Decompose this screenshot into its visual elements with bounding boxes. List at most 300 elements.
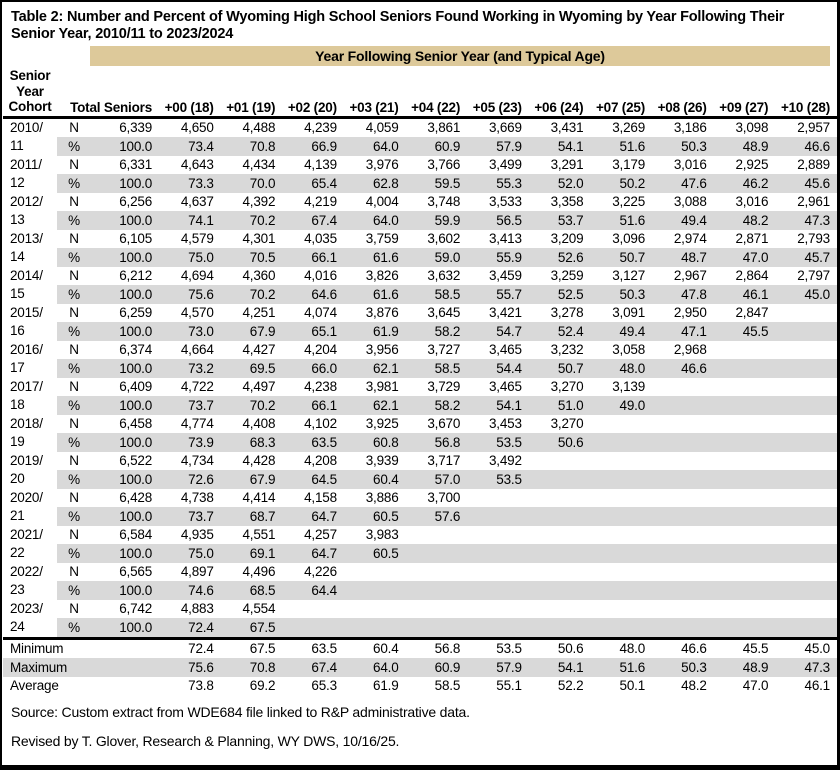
n-value-cell: 4,360	[242, 268, 276, 284]
pct-value-cell	[714, 433, 776, 452]
summary-value-cell: 55.1	[496, 678, 522, 694]
pct-value-cell: 48.0	[590, 359, 652, 378]
pct-value-cell: 62.1	[344, 359, 406, 378]
n-value-cell	[467, 489, 529, 508]
pct-value-cell: 51.0	[529, 396, 591, 415]
n-value-cell	[714, 378, 776, 397]
n-value-cell: 3,186	[673, 120, 707, 136]
summary-row-maximum	[3, 658, 837, 677]
pct-value-cell	[590, 433, 652, 452]
n-value-cell: 2,889	[797, 157, 830, 173]
pct-value-cell: 100.0	[91, 285, 159, 304]
pct-value-cell: 70.2	[221, 285, 283, 304]
pct-value-cell	[714, 507, 776, 526]
n-value-cell: 3,759	[365, 231, 399, 247]
pct-row-marker: %	[57, 174, 91, 193]
n-value-cell: 3,127	[612, 268, 646, 284]
pct-value-cell	[590, 507, 652, 526]
pct-value-cell	[714, 618, 776, 638]
n-value-cell: 4,139	[304, 157, 337, 173]
pct-value-cell: 65.1	[282, 322, 344, 341]
n-value-cell: 6,105	[119, 231, 153, 247]
n-value-cell: 3,453	[488, 416, 522, 432]
pct-row-marker: %	[57, 359, 91, 378]
pct-value-cell	[652, 470, 714, 489]
n-value-cell: 3,700	[427, 490, 461, 506]
n-value-cell: 3,270	[550, 379, 584, 395]
pct-value-cell: 54.4	[467, 359, 529, 378]
seniors-working-table	[3, 66, 837, 695]
summary-value-cell: 50.3	[652, 658, 714, 677]
pct-value-cell: 100.0	[91, 544, 159, 563]
n-value-cell	[467, 563, 529, 582]
pct-value-cell: 46.2	[714, 174, 776, 193]
n-value-cell	[714, 341, 776, 360]
year-column-header: +06 (24)	[529, 66, 591, 117]
table-title: Table 2: Number and Percent of Wyoming High School Seniors Found Working in Wyoming by Year Following Their Senior Year, 2010/11 to 2023/2024	[11, 9, 785, 43]
pct-value-cell	[652, 581, 714, 600]
pct-value-cell: 52.6	[529, 248, 591, 267]
pct-value-cell: 47.6	[652, 174, 714, 193]
n-value-cell: 4,219	[304, 194, 337, 210]
cohort-n-row	[3, 156, 837, 175]
pct-value-cell: 55.3	[467, 174, 529, 193]
n-value-cell	[652, 452, 714, 471]
n-value-cell: 4,301	[242, 231, 276, 247]
cohort-pct-row	[3, 248, 837, 267]
pct-value-cell	[775, 581, 837, 600]
pct-value-cell: 100.0	[91, 618, 159, 638]
year-column-header: +04 (22)	[406, 66, 468, 117]
n-value-cell: 4,434	[242, 157, 276, 173]
n-value-cell	[714, 489, 776, 508]
pct-row-marker: %	[57, 396, 91, 415]
source-note: Source: Custom extract from WDE684 file linked to R&P administrative data.	[11, 704, 470, 721]
pct-value-cell: 100.0	[91, 137, 159, 156]
cohort-column-header	[3, 66, 57, 117]
cohort-label-line: 15	[10, 286, 25, 302]
n-value-cell: 3,876	[365, 305, 399, 321]
table-body	[3, 117, 837, 695]
pct-value-cell: 64.0	[344, 137, 406, 156]
cohort-n-row	[3, 526, 837, 545]
n-value-cell: 3,269	[612, 120, 646, 136]
cohort-label	[3, 117, 57, 156]
pct-value-cell	[775, 359, 837, 378]
n-row-marker: N	[69, 268, 79, 284]
n-value-cell: 3,981	[365, 379, 399, 395]
n-value-cell: 3,431	[550, 120, 584, 136]
n-value-cell: 3,861	[427, 120, 461, 136]
cohort-label	[3, 230, 57, 267]
cohort-pct-row	[3, 359, 837, 378]
n-value-cell	[529, 563, 591, 582]
n-value-cell	[590, 526, 652, 545]
n-value-cell: 2,925	[735, 157, 769, 173]
year-column-header: +08 (26)	[652, 66, 714, 117]
n-value-cell: 2,967	[673, 268, 707, 284]
pct-value-cell: 64.6	[282, 285, 344, 304]
cohort-label	[3, 378, 57, 415]
n-value-cell: 2,847	[735, 305, 769, 321]
pct-value-cell: 45.5	[714, 322, 776, 341]
n-value-cell: 4,074	[304, 305, 337, 321]
summary-value-cell: 69.2	[249, 678, 276, 694]
n-value-cell	[652, 489, 714, 508]
pct-value-cell: 50.6	[529, 433, 591, 452]
revised-note: Revised by T. Glover, Research & Planning, WY DWS, 10/16/25.	[11, 733, 400, 750]
cohort-label	[3, 489, 57, 526]
cohort-pct-row	[3, 581, 837, 600]
pct-row-marker: %	[57, 581, 91, 600]
cohort-n-row	[3, 452, 837, 471]
pct-value-cell: 46.6	[652, 359, 714, 378]
n-value-cell: 4,427	[242, 342, 276, 358]
pct-value-cell: 67.9	[221, 322, 283, 341]
summary-value-cell: 46.6	[652, 638, 714, 658]
n-value-cell	[714, 415, 776, 434]
n-row-marker: N	[69, 416, 79, 432]
n-value-cell	[529, 452, 591, 471]
pct-value-cell: 74.1	[159, 211, 221, 230]
pct-value-cell: 60.4	[344, 470, 406, 489]
n-value-cell: 4,016	[304, 268, 337, 284]
pct-value-cell	[406, 581, 468, 600]
n-value-cell: 6,742	[119, 601, 153, 617]
n-value-cell: 6,565	[119, 564, 153, 580]
pct-row-marker: %	[57, 618, 91, 638]
n-value-cell: 4,004	[365, 194, 399, 210]
n-value-cell: 3,016	[735, 194, 769, 210]
pct-value-cell: 49.4	[590, 322, 652, 341]
n-value-cell: 3,766	[427, 157, 461, 173]
n-value-cell: 2,871	[735, 231, 769, 247]
summary-value-cell: 70.8	[221, 658, 283, 677]
pct-value-cell: 70.2	[221, 396, 283, 415]
pct-value-cell: 63.5	[282, 433, 344, 452]
n-row-marker: N	[69, 379, 79, 395]
summary-value-cell: 50.6	[529, 638, 591, 658]
n-value-cell: 2,864	[735, 268, 769, 284]
n-value-cell: 2,968	[673, 342, 707, 358]
pct-value-cell: 67.4	[282, 211, 344, 230]
n-value-cell	[529, 526, 591, 545]
n-value-cell	[775, 489, 837, 508]
pct-value-cell	[344, 618, 406, 638]
pct-value-cell: 67.5	[221, 618, 283, 638]
pct-row-marker: %	[57, 322, 91, 341]
n-value-cell: 3,259	[550, 268, 584, 284]
pct-value-cell: 47.0	[714, 248, 776, 267]
summary-value-cell: 46.1	[804, 678, 830, 694]
cohort-label-line: 23	[10, 582, 25, 598]
pct-value-cell: 55.7	[467, 285, 529, 304]
n-value-cell: 3,632	[427, 268, 461, 284]
pct-value-cell: 64.7	[282, 507, 344, 526]
pct-value-cell: 60.9	[406, 137, 468, 156]
pct-value-cell: 75.0	[159, 544, 221, 563]
pct-value-cell	[652, 433, 714, 452]
pct-value-cell: 66.9	[282, 137, 344, 156]
cohort-label	[3, 304, 57, 341]
pct-value-cell	[344, 581, 406, 600]
n-value-cell: 4,774	[180, 416, 214, 432]
pct-value-cell: 49.0	[590, 396, 652, 415]
cohort-pct-row	[3, 285, 837, 304]
n-value-cell	[714, 600, 776, 619]
n-value-cell: 4,059	[365, 120, 399, 136]
cohort-pct-row	[3, 544, 837, 563]
cohort-label-line: 2023/	[10, 600, 43, 616]
cohort-label	[3, 156, 57, 193]
pct-value-cell: 66.1	[282, 396, 344, 415]
n-value-cell	[282, 600, 344, 619]
n-value-cell: 6,522	[119, 453, 153, 469]
pct-value-cell: 70.0	[221, 174, 283, 193]
pct-value-cell: 64.4	[282, 581, 344, 600]
n-row-marker: N	[69, 490, 79, 506]
n-value-cell: 4,935	[180, 527, 214, 543]
year-column-header: +00 (18)	[159, 66, 221, 117]
pct-row-marker: %	[57, 137, 91, 156]
n-value-cell: 3,729	[427, 379, 461, 395]
pct-value-cell: 100.0	[91, 433, 159, 452]
pct-value-cell: 73.2	[159, 359, 221, 378]
pct-value-cell: 45.0	[775, 285, 837, 304]
pct-value-cell: 100.0	[91, 396, 159, 415]
cohort-n-row	[3, 304, 837, 323]
header-row	[3, 66, 837, 117]
n-value-cell: 3,058	[612, 342, 646, 358]
pct-value-cell: 74.6	[159, 581, 221, 600]
n-value-cell: 4,694	[180, 268, 214, 284]
pct-value-cell	[775, 618, 837, 638]
pct-value-cell	[652, 507, 714, 526]
n-row-marker: N	[69, 194, 79, 210]
summary-value-cell: 67.4	[282, 658, 344, 677]
year-column-header: +07 (25)	[590, 66, 652, 117]
n-value-cell: 6,331	[119, 157, 153, 173]
n-value-cell: 3,179	[612, 157, 646, 173]
n-value-cell: 3,091	[612, 305, 646, 321]
n-value-cell: 3,465	[488, 379, 522, 395]
n-value-cell: 2,961	[797, 194, 830, 210]
pct-value-cell: 57.9	[467, 137, 529, 156]
cohort-pct-row	[3, 470, 837, 489]
pct-value-cell: 75.6	[159, 285, 221, 304]
cohort-n-row	[3, 230, 837, 249]
cohort-pct-row	[3, 322, 837, 341]
n-value-cell: 3,602	[427, 231, 461, 247]
n-value-cell: 2,957	[797, 120, 830, 136]
n-value-cell: 6,212	[119, 268, 153, 284]
n-value-cell	[406, 600, 468, 619]
n-value-cell: 3,939	[365, 453, 399, 469]
pct-row-marker: %	[57, 285, 91, 304]
cohort-n-row	[3, 415, 837, 434]
pct-value-cell: 59.9	[406, 211, 468, 230]
pct-value-cell: 100.0	[91, 470, 159, 489]
n-value-cell: 4,650	[180, 120, 214, 136]
cohort-label-line: 2013/	[10, 230, 43, 246]
cohort-label-line: 16	[10, 323, 25, 339]
cohort-label-line: 2017/	[10, 378, 43, 394]
pct-value-cell	[714, 396, 776, 415]
n-value-cell: 3,533	[488, 194, 522, 210]
pct-value-cell: 58.5	[406, 285, 468, 304]
n-value-cell: 4,883	[180, 601, 214, 617]
cohort-pct-row	[3, 211, 837, 230]
n-value-cell: 3,232	[550, 342, 584, 358]
summary-value-cell: 52.2	[557, 678, 584, 694]
n-value-cell: 6,374	[119, 342, 153, 358]
n-value-cell	[775, 526, 837, 545]
cohort-label-line: 17	[10, 360, 25, 376]
cohort-label	[3, 267, 57, 304]
n-value-cell: 4,554	[242, 601, 276, 617]
cohort-pct-row	[3, 396, 837, 415]
pct-value-cell: 54.1	[467, 396, 529, 415]
cohort-label	[3, 415, 57, 452]
n-row-marker: N	[69, 120, 79, 136]
cohort-label-line: 24	[10, 619, 25, 635]
pct-value-cell	[282, 618, 344, 638]
n-value-cell: 6,458	[119, 416, 153, 432]
n-value-cell	[714, 563, 776, 582]
summary-label: Minimum	[3, 638, 159, 658]
n-value-cell: 6,259	[119, 305, 153, 321]
total-seniors-column-header: Total Seniors	[57, 66, 159, 117]
pct-value-cell: 50.7	[529, 359, 591, 378]
n-value-cell	[775, 415, 837, 434]
n-value-cell	[775, 304, 837, 323]
summary-row-average	[3, 677, 837, 696]
n-value-cell: 3,088	[673, 194, 707, 210]
pct-value-cell: 100.0	[91, 174, 159, 193]
n-value-cell: 3,098	[735, 120, 769, 136]
pct-value-cell	[714, 359, 776, 378]
pct-value-cell	[590, 581, 652, 600]
cohort-pct-row	[3, 618, 837, 638]
n-value-cell: 4,239	[304, 120, 337, 136]
n-value-cell	[590, 600, 652, 619]
pct-value-cell: 70.8	[221, 137, 283, 156]
cohort-label-line: 11	[10, 138, 24, 154]
pct-value-cell: 73.0	[159, 322, 221, 341]
pct-value-cell: 53.7	[529, 211, 591, 230]
pct-value-cell	[775, 470, 837, 489]
pct-value-cell	[529, 470, 591, 489]
n-value-cell	[406, 563, 468, 582]
cohort-n-row	[3, 600, 837, 619]
n-value-cell: 4,204	[304, 342, 337, 358]
summary-value-cell: 75.6	[159, 658, 221, 677]
n-value-cell: 6,428	[119, 490, 153, 506]
n-value-cell: 4,496	[242, 564, 276, 580]
n-value-cell: 4,226	[304, 564, 337, 580]
cohort-label	[3, 193, 57, 230]
pct-value-cell: 69.1	[221, 544, 283, 563]
n-value-cell: 4,238	[304, 379, 337, 395]
pct-value-cell: 100.0	[91, 322, 159, 341]
n-value-cell: 4,257	[304, 527, 337, 543]
summary-value-cell: 48.2	[681, 678, 707, 694]
cohort-n-row	[3, 193, 837, 212]
n-value-cell: 6,339	[119, 120, 153, 136]
cohort-label-line: 2010/	[10, 119, 43, 135]
pct-value-cell: 61.6	[344, 248, 406, 267]
cohort-label	[3, 526, 57, 563]
n-value-cell: 3,413	[488, 231, 522, 247]
pct-value-cell	[714, 581, 776, 600]
pct-value-cell	[714, 470, 776, 489]
pct-value-cell: 50.2	[590, 174, 652, 193]
pct-value-cell: 60.5	[344, 544, 406, 563]
pct-value-cell: 52.4	[529, 322, 591, 341]
summary-value-cell: 48.0	[590, 638, 652, 658]
n-value-cell	[344, 563, 406, 582]
pct-value-cell: 61.6	[344, 285, 406, 304]
pct-value-cell: 51.6	[590, 211, 652, 230]
n-value-cell: 3,209	[550, 231, 584, 247]
n-row-marker: N	[69, 305, 79, 321]
n-value-cell	[714, 526, 776, 545]
summary-value-cell: 64.0	[344, 658, 406, 677]
n-value-cell: 4,551	[242, 527, 276, 543]
summary-value-cell: 57.9	[467, 658, 529, 677]
pct-value-cell: 73.7	[159, 507, 221, 526]
n-value-cell	[652, 415, 714, 434]
pct-value-cell	[590, 618, 652, 638]
n-value-cell: 3,925	[365, 416, 399, 432]
pct-value-cell: 68.5	[221, 581, 283, 600]
summary-value-cell: 60.4	[344, 638, 406, 658]
pct-value-cell: 62.8	[344, 174, 406, 193]
pct-value-cell: 49.4	[652, 211, 714, 230]
n-row-marker: N	[69, 157, 79, 173]
n-value-cell	[467, 600, 529, 619]
pct-row-marker: %	[57, 433, 91, 452]
pct-row-marker: %	[57, 507, 91, 526]
pct-row-marker: %	[57, 211, 91, 230]
n-value-cell: 4,251	[242, 305, 276, 321]
summary-value-cell: 56.8	[406, 638, 468, 658]
n-value-cell	[652, 563, 714, 582]
n-value-cell: 3,717	[427, 453, 461, 469]
n-value-cell: 4,734	[180, 453, 214, 469]
summary-label: Average	[10, 678, 59, 694]
cohort-pct-row	[3, 507, 837, 526]
pct-value-cell: 65.4	[282, 174, 344, 193]
pct-value-cell: 56.8	[406, 433, 468, 452]
cohort-label-line: 13	[10, 212, 25, 228]
n-value-cell: 3,976	[365, 157, 399, 173]
cohort-n-row	[3, 378, 837, 397]
pct-value-cell	[652, 396, 714, 415]
n-value-cell: 4,428	[242, 453, 276, 469]
n-value-cell: 4,643	[180, 157, 214, 173]
n-value-cell	[344, 600, 406, 619]
n-row-marker: N	[69, 601, 79, 617]
summary-label: Maximum	[3, 658, 159, 677]
cohort-n-row	[3, 341, 837, 360]
cohort-label-line: 19	[10, 434, 25, 450]
pct-value-cell: 62.1	[344, 396, 406, 415]
pct-value-cell	[529, 507, 591, 526]
cohort-pct-row	[3, 174, 837, 193]
pct-value-cell: 73.9	[159, 433, 221, 452]
pct-value-cell	[467, 581, 529, 600]
